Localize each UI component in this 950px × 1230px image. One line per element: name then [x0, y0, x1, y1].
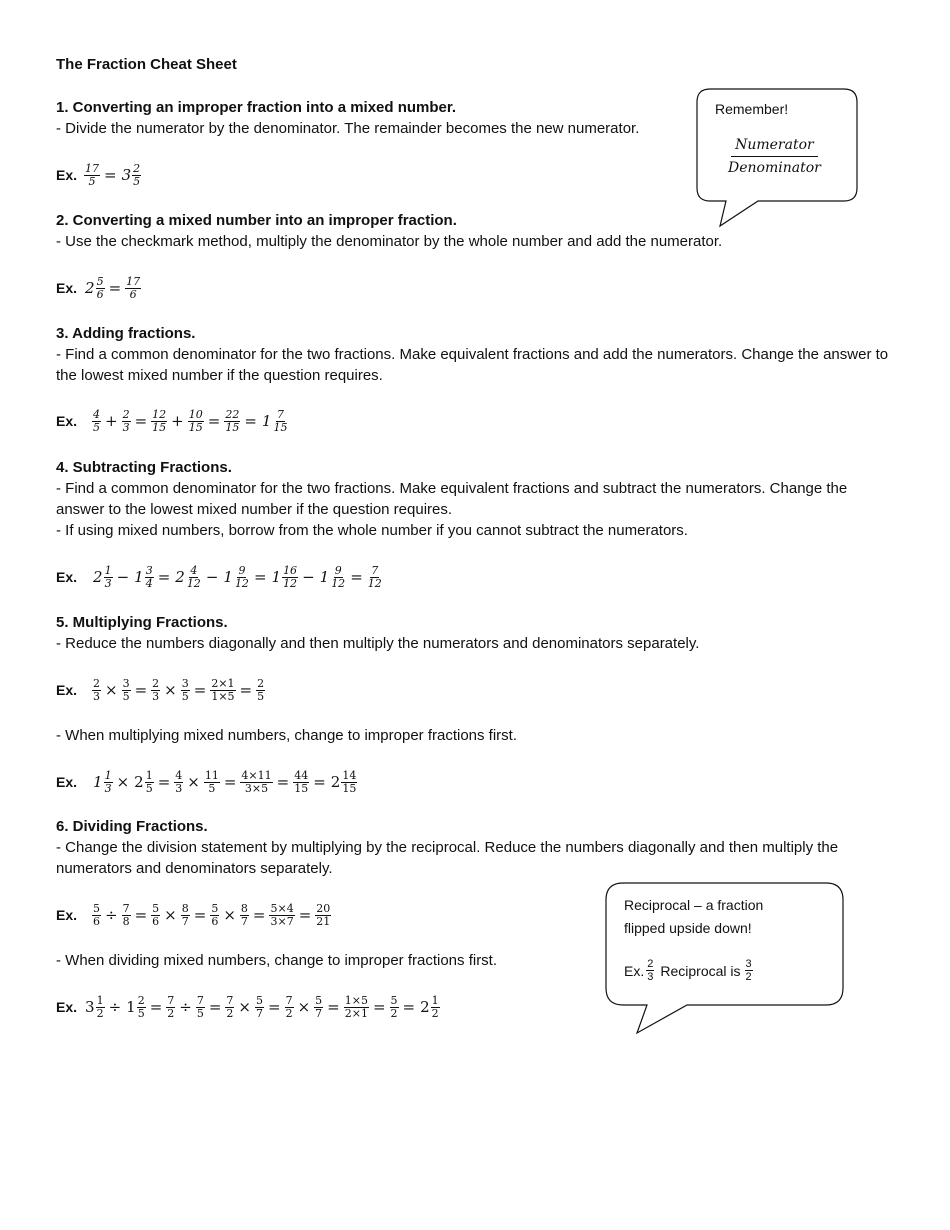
callout-line: Reciprocal – a fraction — [624, 897, 764, 913]
example-4 — [56, 557, 384, 597]
example-8 — [56, 987, 441, 1027]
fraction-numerator: 1×5 — [344, 993, 368, 1007]
fraction-numerator: 3 — [745, 958, 752, 970]
fraction-numerator: 7 — [285, 993, 293, 1007]
example-label: Ex. — [56, 280, 78, 296]
fraction — [96, 276, 105, 301]
fraction — [745, 958, 753, 983]
math-operator: = — [157, 568, 171, 586]
fraction-denominator: 6 — [129, 287, 137, 301]
fraction-denominator: 2 — [96, 1006, 104, 1020]
math-operator: = — [372, 998, 386, 1016]
fraction-numerator: 4 — [93, 407, 101, 421]
fraction-denominator: 5 — [181, 689, 189, 703]
fraction — [240, 903, 249, 928]
fraction — [431, 995, 440, 1020]
fraction — [210, 903, 219, 928]
fraction-numerator: 2 — [93, 676, 101, 690]
fraction — [122, 409, 131, 434]
fraction — [724, 137, 825, 176]
fraction-numerator: 1 — [145, 768, 153, 782]
example-label: Ex. — [624, 962, 645, 979]
fraction-numerator: 12 — [152, 407, 167, 421]
section-text: - If using mixed numbers, borrow from the whole number if you cannot subtract the numerators. — [56, 522, 688, 539]
fraction-numerator: 3 — [181, 676, 189, 690]
reciprocal-callout — [605, 882, 847, 1038]
math-operator: = — [244, 412, 257, 430]
math-operator: = — [327, 998, 340, 1016]
fraction-numerator: 9 — [238, 563, 246, 577]
fraction-denominator: 6 — [152, 914, 160, 928]
fraction-denominator: 5 — [93, 420, 101, 434]
section-heading: 5. Multiplying Fractions. — [56, 614, 228, 631]
fraction-numerator: 10 — [188, 407, 203, 421]
fraction — [293, 770, 309, 795]
fraction-numerator: 17 — [85, 161, 100, 175]
section-text: - Reduce the numbers diagonally and then multiply the numerators and denominators separately. — [56, 635, 700, 652]
math-operator: = — [268, 998, 281, 1016]
math-operator: = — [298, 906, 312, 924]
math-operator: = — [134, 412, 148, 430]
example-label: Ex. — [56, 907, 78, 923]
math-operator: = — [223, 773, 237, 791]
fraction-numerator: 9 — [334, 563, 342, 577]
fraction — [166, 995, 175, 1020]
example-6 — [56, 762, 358, 802]
fraction-numerator: 16 — [283, 563, 298, 577]
fraction — [196, 995, 205, 1020]
section-dividing — [56, 816, 896, 879]
fraction — [390, 995, 399, 1020]
fraction-denominator: 5 — [208, 781, 216, 795]
fraction — [186, 565, 202, 590]
whole-number: 3 — [85, 998, 95, 1016]
section-note — [56, 725, 896, 746]
page-title: The Fraction Cheat Sheet — [56, 56, 237, 73]
fraction-numerator: 17 — [126, 274, 141, 288]
fraction-numerator: 2 — [647, 958, 654, 970]
fraction — [234, 565, 250, 590]
fraction-denominator: 12 — [186, 576, 201, 590]
example-1 — [56, 155, 142, 195]
example-label: Ex. — [56, 774, 78, 790]
example-label: Ex. — [56, 413, 78, 429]
fraction-denominator: 7 — [315, 1006, 323, 1020]
fraction — [188, 409, 204, 434]
fraction-numerator: 5×4 — [270, 901, 294, 915]
fraction — [181, 903, 190, 928]
fraction — [104, 565, 113, 590]
fraction — [225, 995, 234, 1020]
section-text: - Change the division statement by multiplying by the reciprocal. Reduce the numbers diagonally and then multiply the numerators and denominators separately. — [56, 839, 839, 877]
fraction — [330, 565, 346, 590]
fraction — [151, 409, 167, 434]
math-operator: ÷ — [108, 998, 122, 1016]
math-operator: − — [205, 568, 219, 586]
fraction-denominator: 21 — [316, 914, 331, 928]
fraction — [151, 678, 160, 703]
fraction-denominator: 15 — [342, 781, 357, 795]
fraction-denominator: 3 — [647, 971, 654, 983]
fraction-numerator: 44 — [294, 768, 309, 782]
section-heading: 6. Dividing Fractions. — [56, 818, 208, 835]
fraction-numerator: 7 — [196, 993, 204, 1007]
math-operator: × — [223, 906, 236, 924]
fraction-numerator: 2 — [152, 676, 160, 690]
example-7 — [56, 895, 332, 935]
math-operator: = — [149, 998, 163, 1016]
fraction-denominator: 5 — [133, 174, 141, 188]
fraction-denominator: Denominator — [728, 160, 821, 176]
whole-number: 2 — [85, 279, 95, 297]
math-operator: = — [276, 773, 290, 791]
fraction-numerator: 8 — [240, 901, 248, 915]
fraction — [181, 678, 190, 703]
math-expression — [91, 678, 266, 703]
fraction-numerator: 5 — [93, 901, 101, 915]
math-operator: = — [208, 998, 222, 1016]
fraction-numerator: 7 — [276, 407, 284, 421]
math-operator: − — [116, 568, 130, 586]
fraction-denominator: 3 — [152, 689, 160, 703]
fraction — [341, 770, 357, 795]
whole-number: 1 — [126, 998, 136, 1016]
math-operator: × — [116, 773, 130, 791]
fraction-numerator: 7 — [371, 563, 379, 577]
math-expression — [83, 995, 441, 1020]
math-operator: = — [104, 166, 117, 184]
math-operator: + — [105, 412, 118, 430]
math-operator: × — [164, 681, 177, 699]
fraction-numerator: 5 — [96, 274, 104, 288]
fraction — [122, 903, 131, 928]
fraction — [137, 995, 146, 1020]
fraction-denominator: 5 — [137, 1006, 145, 1020]
fraction-denominator: 7 — [256, 1006, 263, 1020]
fraction — [314, 995, 323, 1020]
math-operator: = — [193, 906, 207, 924]
fraction-denominator: 2 — [431, 1006, 439, 1020]
fraction-numerator: 1 — [431, 993, 439, 1007]
fraction-numerator: 1 — [96, 993, 104, 1007]
fraction-numerator: 2 — [257, 676, 265, 690]
fraction-denominator: 2 — [167, 1006, 175, 1020]
fraction-denominator: 3 — [104, 781, 112, 795]
fraction — [272, 409, 288, 434]
fraction-numerator: Numerator — [731, 137, 818, 157]
fraction-numerator: 3 — [145, 563, 153, 577]
section-text: - Find a common denominator for the two fractions. Make equivalent fractions and add the numerators. Change the answer to the lowest mixed number if the question requires. — [56, 346, 889, 384]
math-operator: ÷ — [179, 998, 192, 1016]
fraction-denominator: 12 — [367, 576, 382, 590]
section-text: - Divide the numerator by the denominator. The remainder becomes the new numerator. — [56, 120, 640, 137]
math-operator: ÷ — [105, 906, 118, 924]
math-operator: = — [313, 773, 326, 791]
math-operator: × — [187, 773, 200, 791]
fraction — [92, 903, 101, 928]
whole-number: 3 — [121, 166, 132, 184]
fraction-numerator: 5 — [256, 993, 263, 1007]
fraction-denominator: 3 — [104, 576, 112, 590]
fraction — [255, 995, 264, 1020]
fraction-numerator: 5 — [152, 901, 160, 915]
whole-number: 1 — [261, 412, 272, 430]
whole-number: 1 — [223, 568, 233, 586]
math-operator: = — [193, 681, 207, 699]
fraction-numerator: 7 — [167, 993, 175, 1007]
fraction-denominator: 2 — [226, 1006, 234, 1020]
whole-number: 1 — [93, 773, 103, 791]
fraction — [315, 903, 331, 928]
fraction — [344, 995, 369, 1020]
whole-number: 2 — [175, 568, 185, 586]
section-heading: 2. Converting a mixed number into an improper fraction. — [56, 212, 457, 229]
math-expression — [83, 163, 142, 188]
fraction-denominator: 5 — [145, 781, 153, 795]
fraction-denominator: 5 — [88, 174, 96, 188]
fraction-denominator: 15 — [152, 420, 167, 434]
fraction-denominator: 12 — [283, 576, 298, 590]
math-operator: × — [105, 681, 118, 699]
fraction-numerator: 11 — [204, 768, 219, 782]
fraction-numerator: 1 — [104, 563, 112, 577]
fraction — [282, 565, 298, 590]
math-operator: × — [297, 998, 311, 1016]
fraction — [92, 678, 101, 703]
fraction-denominator: 15 — [225, 420, 240, 434]
math-expression — [83, 276, 142, 301]
fraction-numerator: 5 — [390, 993, 398, 1007]
fraction-denominator: 15 — [294, 781, 309, 795]
math-operator: = — [253, 568, 267, 586]
fraction — [174, 770, 183, 795]
fraction-numerator: 22 — [225, 407, 240, 421]
fraction — [151, 903, 160, 928]
fraction-denominator: 4 — [145, 576, 153, 590]
math-operator: × — [164, 906, 177, 924]
fraction — [224, 409, 240, 434]
example-label: Ex. — [56, 682, 78, 698]
math-operator: = — [157, 773, 171, 791]
math-operator: = — [134, 681, 148, 699]
fraction — [646, 958, 654, 983]
example-label: Ex. — [56, 167, 78, 183]
math-expression — [91, 409, 289, 434]
fraction-numerator: 1 — [104, 768, 112, 782]
fraction-denominator: 15 — [188, 420, 203, 434]
fraction-numerator: 7 — [226, 993, 234, 1007]
fraction-denominator: 7 — [240, 914, 248, 928]
section-text: - When multiplying mixed numbers, change to improper fractions first. — [56, 727, 518, 744]
fraction — [285, 995, 294, 1020]
fraction-numerator: 2 — [122, 407, 130, 421]
math-operator: = — [239, 681, 253, 699]
whole-number: 1 — [271, 568, 282, 586]
fraction — [240, 770, 272, 795]
fraction-numerator: 2 — [137, 993, 145, 1007]
section-text: - Find a common denominator for the two fractions. Make equivalent fractions and subtract the numerators. Change the answer to the lowest mixed number if the question requires. — [56, 480, 848, 518]
whole-number: 2 — [330, 773, 341, 791]
fraction-denominator: 5 — [196, 1006, 204, 1020]
fraction — [125, 276, 141, 301]
fraction — [84, 163, 100, 188]
math-operator: = — [402, 998, 416, 1016]
math-operator: + — [171, 412, 184, 430]
fraction — [132, 163, 141, 188]
math-operator: = — [207, 412, 221, 430]
fraction — [92, 409, 101, 434]
fraction — [210, 678, 235, 703]
fraction — [204, 770, 220, 795]
fraction-denominator: 6 — [96, 287, 104, 301]
fraction-denominator: 8 — [122, 914, 130, 928]
fraction-denominator: 3 — [93, 689, 101, 703]
fraction-denominator: 2 — [745, 971, 752, 983]
example-5 — [56, 670, 266, 710]
fraction-denominator: 2 — [285, 1006, 293, 1020]
fraction — [104, 770, 113, 795]
fraction-numerator: 2×1 — [211, 676, 235, 690]
math-operator: − — [302, 568, 315, 586]
fraction-numerator: 5 — [315, 993, 323, 1007]
fraction-denominator: 2×1 — [344, 1006, 368, 1020]
section-text: - Use the checkmark method, multiply the denominator by the whole number and add the numerator. — [56, 233, 723, 250]
fraction — [145, 565, 154, 590]
fraction-numerator: 20 — [316, 901, 331, 915]
fraction-denominator: 12 — [331, 576, 346, 590]
fraction-denominator: 7 — [181, 914, 189, 928]
fraction-denominator: 3 — [175, 781, 183, 795]
fraction-denominator: 6 — [211, 914, 219, 928]
fraction-denominator: 1×5 — [211, 689, 235, 703]
whole-number: 2 — [420, 998, 430, 1016]
fraction-numerator: 8 — [181, 901, 189, 915]
fraction-numerator: 3 — [122, 676, 130, 690]
callout-title: Remember! — [715, 101, 789, 117]
example-label: Ex. — [56, 999, 78, 1015]
whole-number: 1 — [319, 568, 330, 586]
whole-number: 1 — [134, 568, 144, 586]
fraction — [269, 903, 294, 928]
math-operator: = — [108, 279, 122, 297]
math-expression — [91, 565, 384, 590]
section-heading: 3. Adding fractions. — [56, 325, 196, 342]
fraction-numerator: 14 — [342, 768, 357, 782]
fraction — [367, 565, 383, 590]
fraction-denominator: 5 — [122, 689, 130, 703]
remember-callout — [696, 88, 860, 230]
section-heading: 4. Subtracting Fractions. — [56, 459, 232, 476]
fraction-denominator: 3×7 — [270, 914, 294, 928]
fraction-denominator: 6 — [93, 914, 101, 928]
fraction-numerator: 5 — [211, 901, 219, 915]
fraction-numerator: 2 — [133, 161, 141, 175]
fraction-numerator: 4 — [190, 563, 198, 577]
fraction — [122, 678, 131, 703]
fraction — [145, 770, 154, 795]
callout-line: flipped upside down! — [624, 920, 752, 936]
fraction — [96, 995, 105, 1020]
section-note — [56, 950, 576, 971]
section-subtracting — [56, 457, 896, 541]
numerator-over-denominator — [724, 136, 825, 176]
math-operator: = — [252, 906, 266, 924]
math-operator: = — [350, 568, 363, 586]
section-multiplying — [56, 612, 896, 654]
fraction-numerator: 7 — [122, 901, 130, 915]
fraction-denominator: 2 — [390, 1006, 398, 1020]
fraction-numerator: 4×11 — [241, 768, 272, 782]
fraction-denominator: 12 — [234, 576, 249, 590]
reciprocal-label: Reciprocal is — [660, 962, 741, 979]
fraction-denominator: 15 — [273, 420, 288, 434]
callout-example — [624, 958, 754, 983]
fraction-denominator: 5 — [257, 689, 265, 703]
whole-number: 2 — [134, 773, 144, 791]
fraction-numerator: 4 — [175, 768, 183, 782]
fraction — [256, 678, 265, 703]
example-3 — [56, 401, 289, 441]
math-expression — [91, 770, 358, 795]
example-2 — [56, 268, 142, 308]
section-text: - When dividing mixed numbers, change to improper fractions first. — [56, 952, 498, 969]
fraction-denominator: 3 — [122, 420, 130, 434]
math-operator: × — [238, 998, 251, 1016]
math-expression — [91, 903, 332, 928]
whole-number: 2 — [93, 568, 103, 586]
example-label: Ex. — [56, 569, 78, 585]
section-adding — [56, 323, 896, 386]
section-heading: 1. Converting an improper fraction into a mixed number. — [56, 99, 457, 116]
fraction-denominator: 3×5 — [244, 781, 269, 795]
math-operator: = — [134, 906, 148, 924]
